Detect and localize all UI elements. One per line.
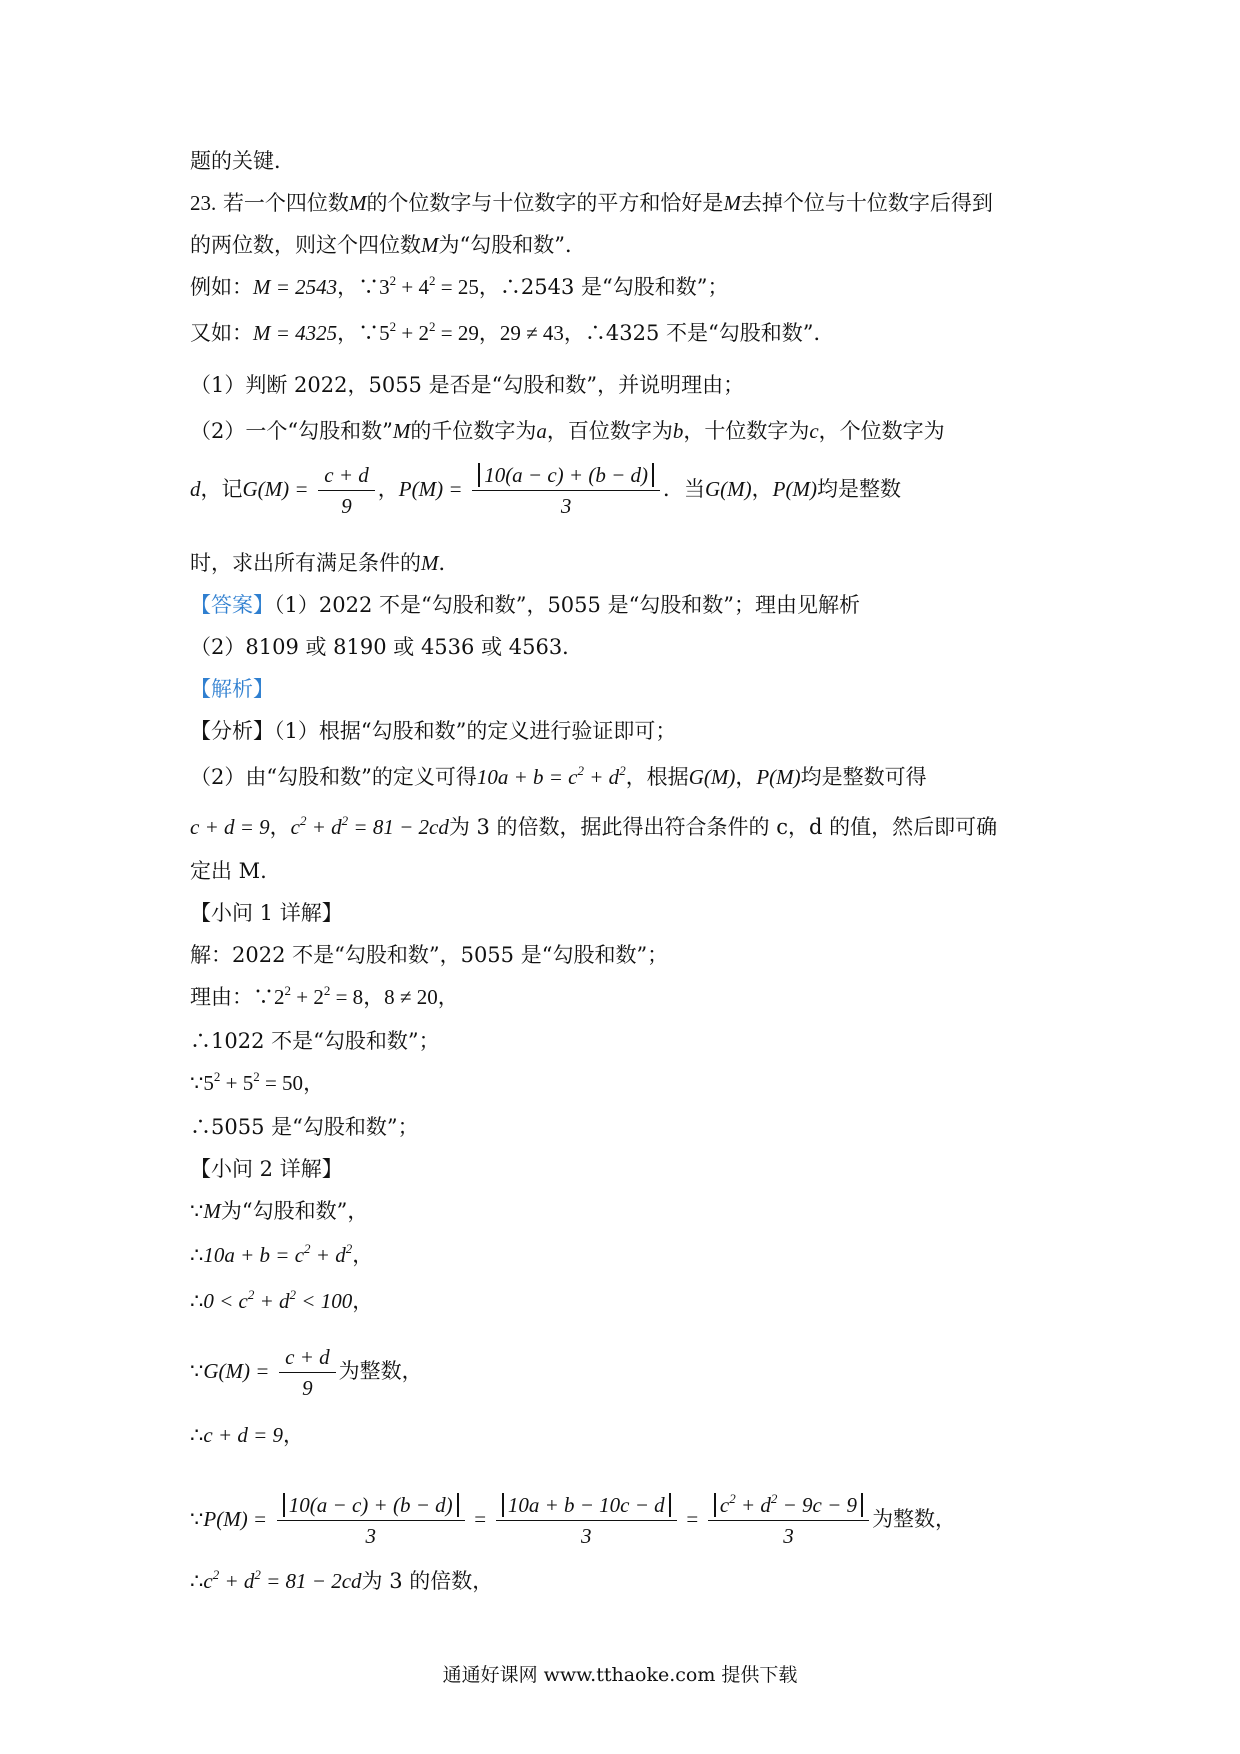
equation: c + d = 9 [190,815,270,839]
equation: ，29 ≠ 43 [478,321,564,345]
text: 为整数， [872,1507,957,1531]
equation: M = 2543 [253,275,338,299]
analysis-heading: 【分析】 [190,719,274,743]
fraction: $\frac{c^2 + d^2 - 9c - 9}{3}$ [708,1492,869,1549]
text: ， [735,765,757,789]
text: ，∴4325 不是“勾股和数”． [563,321,835,345]
equation: $c^2 + d^2 = 81 - 2cd$ [290,813,449,839]
text-line: ∴1022 不是“勾股和数”； [190,1029,440,1053]
analysis-tag: 【解析】 [190,677,274,701]
text: 均是整数可得 [800,765,927,789]
text: ，十位数字为 [683,419,810,443]
equals-sign: = [686,1507,699,1531]
text: ， [377,477,399,501]
text: ，∵ [337,275,380,299]
text: 为整数， [338,1359,423,1383]
g-of-m: G(M) [688,765,736,789]
example-2 [190,318,834,348]
equation: $c^2 + d^2 = 81 - 2cd$ [203,1567,362,1593]
text-line [190,1344,423,1401]
text: 又如： [190,321,253,345]
text: 的千位数字为 [410,419,537,443]
text: ∵ [190,1199,204,1223]
text: 均是整数 [816,477,901,501]
text: 时，求出所有满足条件的 [190,551,421,575]
text: 为“勾股和数”， [220,1199,369,1223]
var-m: M [421,233,439,257]
text: 理由：∵ [190,985,274,1009]
text: ∴ [190,1289,204,1313]
answer [190,590,860,620]
analysis-3 [190,812,997,842]
var-b: b [672,419,684,443]
text-line: 定出 M. [190,859,267,883]
part-1: （1）判断 2022，5055 是否是“勾股和数”，并说明理由； [190,373,745,397]
text: ， [352,1289,374,1313]
p-of-m: P(M) [772,477,817,501]
footer-source: 通通好课网 www.tthaoke.com 提供下载 [442,1664,798,1686]
text: ，∴2543 是“勾股和数”； [478,275,729,299]
fraction: $\frac{10a + b - 10c - d}{3}$ [496,1492,677,1549]
var-a: a [536,419,547,443]
equation: $3^2 + 4^2 = 25$ [379,273,479,299]
part-2 [190,416,945,446]
text: ∵ [190,1071,204,1095]
g-of-m: G(M) [705,477,752,501]
g-of-m: G(M) = [242,477,309,501]
text: ，百位数字为 [546,419,673,443]
text-line [190,1492,956,1549]
text: （1）2022 不是“勾股和数”，5055 是“勾股和数”；理由见解析 [274,593,861,617]
text: ． [438,551,460,575]
text: 的两位数，则这个四位数 [190,233,421,257]
p-of-m: P(M) = [203,1507,268,1531]
equation: $2^2 + 2^2 = 8$ [274,983,364,1009]
text-line [190,1068,324,1098]
equation: $5^2 + 5^2 = 50$ [203,1069,304,1095]
text: ， [269,815,291,839]
equation: M = 4325 [253,321,338,345]
text: ∴ [190,1243,204,1267]
text: ， [303,1071,325,1095]
text-line: 解：2022 不是“勾股和数”，5055 是“勾股和数”； [190,943,669,967]
text-line: ∴5055 是“勾股和数”； [190,1115,419,1139]
text: ，记 [200,477,243,501]
equation: ，8 ≠ 20 [363,985,438,1009]
equation: $0 < c^2 + d^2 < 100$ [203,1287,353,1313]
var-m: M [348,191,367,215]
equation: $10a + b = c^2 + d^2$ [203,1241,353,1267]
text: 去掉个位与十位数字后得到 [740,191,993,215]
fraction: $\frac{c + d}{9}$ [279,1344,336,1401]
text: ， [751,477,773,501]
text: 例如： [190,275,253,299]
text: （2）一个“勾股和数” [190,419,393,443]
var-c: c [809,419,819,443]
var-d: d [190,477,201,501]
equation: c + d = 9 [203,1423,284,1447]
example-1 [190,272,728,302]
text: （1）根据“勾股和数”的定义进行验证即可； [274,719,677,743]
text-line [190,230,586,260]
text-line [190,1196,368,1226]
text-line [190,1420,304,1450]
equation: $10a + b = c^2 + d^2$ [476,763,626,789]
question-number: 23. [190,191,217,215]
fraction: $\frac{10(a - c) + (b - d)}{3}$ [277,1492,465,1549]
text-line [190,548,460,578]
text: 若一个四位数 [222,191,349,215]
text: ，∵ [337,321,380,345]
text-line [190,1566,493,1596]
question-23 [190,188,993,218]
g-of-m: G(M) = [203,1359,270,1383]
text: （2）由“勾股和数”的定义可得 [190,765,477,789]
text-line [190,1286,373,1316]
text: ∵ [190,1507,204,1531]
section-heading: 【小问 2 详解】 [190,1157,343,1181]
fraction: $\frac{10(a - c) + (b - d)}{3}$ [472,462,660,519]
text: ．当 [663,477,705,501]
answer-2: （2）8109 或 8190 或 4536 或 4563． [190,635,584,659]
var-m: M [203,1199,221,1223]
text: ， [352,1243,374,1267]
analysis-1 [190,716,676,746]
part-2-formula [190,462,901,519]
text-line [190,982,459,1012]
text: ，个位数字为 [818,419,945,443]
text: 为“勾股和数”． [438,233,586,257]
text: ， [283,1423,305,1447]
analysis-2 [190,762,927,792]
answer-tag: 【答案】 [190,593,274,617]
equation: $5^2 + 2^2 = 29$ [379,319,479,345]
var-m: M [392,419,411,443]
text-line [190,1240,373,1270]
text: ∵ [190,1359,204,1383]
text: 为 3 的倍数，据此得出符合条件的 c，d 的值，然后即可确 [448,815,998,839]
section-heading: 【小问 1 详解】 [190,901,343,925]
p-of-m: P(M) [756,765,801,789]
text: 为 3 的倍数， [361,1569,494,1593]
text: ， [437,985,459,1009]
p-of-m: P(M) = [398,477,463,501]
text: ∴ [190,1569,204,1593]
var-m: M [421,551,439,575]
text: 的个位数字与十位数字的平方和恰好是 [366,191,724,215]
fraction: $\frac{c + d}{9}$ [318,462,375,519]
var-m: M [723,191,741,215]
text: ，根据 [625,765,689,789]
text: ∴ [190,1423,204,1447]
equals-sign: = [474,1507,487,1531]
text-line: 题的关键． [190,149,295,173]
